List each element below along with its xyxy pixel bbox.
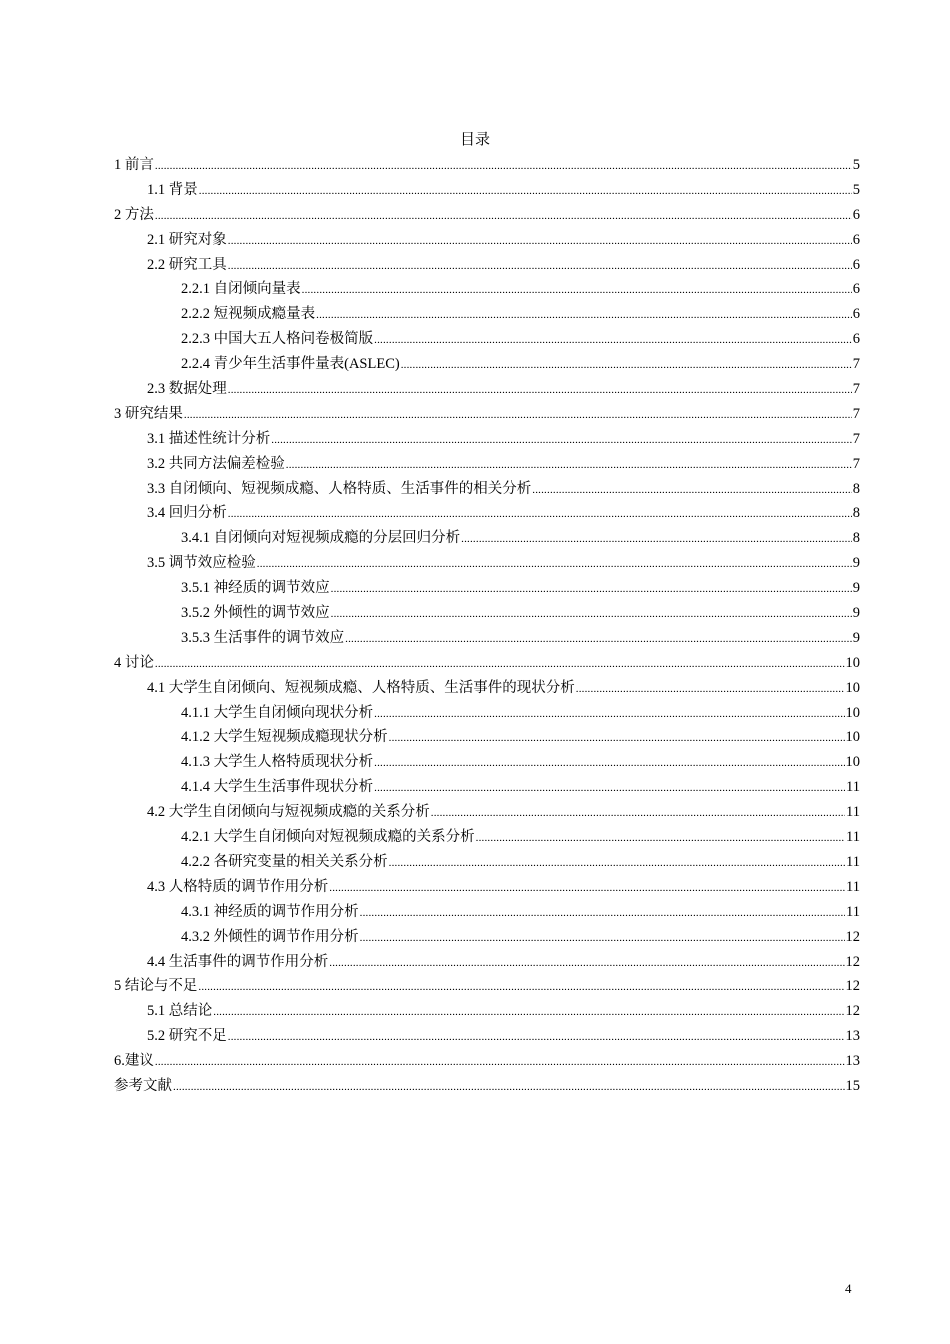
- toc-entry-label: 2.2.4 青少年生活事件量表(ASLEC): [181, 356, 400, 373]
- toc-entry[interactable]: [114, 427, 860, 452]
- toc-entry[interactable]: [114, 551, 860, 576]
- toc-entry[interactable]: [114, 601, 860, 626]
- toc-entry[interactable]: [114, 1024, 860, 1049]
- toc-dot-leader: [331, 602, 852, 627]
- toc-entry-page: 9: [852, 580, 860, 597]
- toc-entry-page: 7: [852, 455, 860, 472]
- toc-dot-leader: [155, 204, 852, 229]
- page-number: 4: [845, 1281, 852, 1296]
- toc-entry[interactable]: [114, 253, 860, 278]
- toc-dot-leader: [329, 876, 845, 901]
- toc-dot-leader: [257, 552, 852, 577]
- toc-entry-label: 4.3.2 外倾性的调节作用分析: [181, 928, 359, 945]
- toc-dot-leader: [228, 229, 852, 254]
- toc-entry-page: 6: [852, 231, 860, 248]
- toc-entry[interactable]: [114, 676, 860, 701]
- toc-entry-label: 4.1 大学生自闭倾向、短视频成瘾、人格特质、生活事件的现状分析: [147, 679, 575, 696]
- toc-entry-page: 11: [846, 853, 860, 870]
- toc-dot-leader: [329, 951, 844, 976]
- toc-entry[interactable]: [114, 750, 860, 775]
- toc-entry[interactable]: [114, 203, 860, 228]
- toc-entry[interactable]: [114, 701, 860, 726]
- toc-entry[interactable]: [114, 352, 860, 377]
- toc-entry-page: 6: [852, 206, 860, 223]
- toc-entry-label: 2.1 研究对象: [147, 231, 227, 248]
- toc-dot-leader: [576, 677, 845, 702]
- toc-entry-page: 10: [845, 679, 860, 696]
- toc-entry-label: 4.3.1 神经质的调节作用分析: [181, 903, 359, 920]
- toc-dot-leader: [461, 527, 852, 552]
- toc-dot-leader: [389, 726, 845, 751]
- toc-entry-page: 11: [846, 779, 860, 796]
- toc-entry[interactable]: [114, 402, 860, 427]
- toc-entry-page: 10: [845, 729, 860, 746]
- toc-entry[interactable]: [114, 875, 860, 900]
- toc-entry[interactable]: [114, 999, 860, 1024]
- toc-dot-leader: [389, 851, 845, 876]
- toc-entry-page: 10: [845, 754, 860, 771]
- toc-entry[interactable]: [114, 302, 860, 327]
- toc-entry[interactable]: [114, 974, 860, 999]
- toc-entry[interactable]: [114, 800, 860, 825]
- toc-dot-leader: [476, 826, 845, 851]
- toc-entry-page: 11: [846, 804, 860, 821]
- toc-dot-leader: [228, 378, 852, 403]
- toc-dot-leader: [374, 328, 852, 353]
- toc-entry-page: 6: [852, 256, 860, 273]
- toc-dot-leader: [360, 926, 845, 951]
- toc-entry[interactable]: [114, 725, 860, 750]
- toc-dot-leader: [286, 453, 852, 478]
- toc-entry-page: 15: [845, 1077, 860, 1094]
- toc-entry-page: 9: [852, 629, 860, 646]
- toc-entry-page: 7: [852, 381, 860, 398]
- toc-entry-page: 8: [852, 505, 860, 522]
- toc-entry-label: 1 前言: [114, 157, 154, 173]
- toc-entry-label: 5.1 总结论: [147, 1003, 213, 1020]
- toc-entry-label: 2.2.2 短视频成瘾量表: [181, 306, 316, 323]
- toc-entry-label: 6.建议: [114, 1053, 154, 1070]
- toc-entry-page: 13: [845, 1053, 860, 1070]
- toc-entry-label: 5 结论与不足: [114, 978, 198, 995]
- toc-entry-page: 12: [845, 928, 860, 945]
- toc-dot-leader: [316, 303, 852, 328]
- toc-entry[interactable]: [114, 1074, 860, 1099]
- toc-entry[interactable]: [114, 477, 860, 502]
- toc-entry-page: 12: [845, 978, 860, 995]
- toc-title: 目录: [459, 132, 490, 148]
- toc-entry-page: 12: [845, 1003, 860, 1020]
- toc-entry-page: 11: [846, 878, 860, 895]
- toc-entry[interactable]: [114, 900, 860, 925]
- toc-entry-page: 8: [852, 480, 860, 497]
- toc-entry[interactable]: [114, 775, 860, 800]
- toc-entry-label: 2.3 数据处理: [147, 381, 227, 398]
- toc-entry-label: 5.2 研究不足: [147, 1028, 227, 1045]
- toc-entry[interactable]: [114, 178, 860, 203]
- toc-dot-leader: [401, 353, 852, 378]
- toc-dot-leader: [213, 1000, 844, 1025]
- toc-dot-leader: [532, 478, 852, 503]
- toc-entry-label: 3 研究结果: [114, 405, 183, 422]
- toc-dot-leader: [199, 179, 852, 204]
- toc-entry-page: 10: [845, 704, 860, 721]
- toc-entry-label: 3.2 共同方法偏差检验: [147, 455, 285, 472]
- toc-dot-leader: [345, 627, 852, 652]
- toc-entry-label: 3.3 自闭倾向、短视频成瘾、人格特质、生活事件的相关分析: [147, 480, 532, 497]
- toc-entry-page: 6: [852, 281, 860, 298]
- toc-dot-leader: [374, 702, 844, 727]
- toc-entry-label: 3.5.3 生活事件的调节效应: [181, 629, 345, 646]
- toc-entry-page: 5: [852, 157, 860, 173]
- toc-dot-leader: [228, 1025, 845, 1050]
- toc-entry-label: 4.1.2 大学生短视频成瘾现状分析: [181, 729, 388, 746]
- toc-entry-label: 4.2.1 大学生自闭倾向对短视频成瘾的关系分析: [181, 829, 475, 846]
- toc-dot-leader: [155, 154, 852, 179]
- toc-dot-leader: [374, 776, 845, 801]
- toc-entry-page: 6: [852, 331, 860, 348]
- toc-entry-page: 7: [852, 430, 860, 447]
- toc-entry[interactable]: [114, 153, 860, 178]
- toc-entry-page: 10: [845, 654, 860, 671]
- toc-entry-page: 11: [846, 903, 860, 920]
- toc-entry-label: 2.2.1 自闭倾向量表: [181, 281, 301, 298]
- toc-entry-page: 6: [852, 306, 860, 323]
- toc-entry[interactable]: [114, 277, 860, 302]
- toc-entry-label: 4.1.4 大学生生活事件现状分析: [181, 779, 374, 796]
- toc-entry[interactable]: [114, 452, 860, 477]
- toc-entry-label: 3.5.1 神经质的调节效应: [181, 580, 330, 597]
- toc-dot-leader: [331, 577, 852, 602]
- toc-entry-label: 4 讨论: [114, 654, 154, 671]
- toc-dot-leader: [184, 403, 852, 428]
- table-of-contents: [114, 153, 860, 1099]
- toc-entry-page: 8: [852, 530, 860, 547]
- toc-entry-label: 3.5.2 外倾性的调节效应: [181, 605, 330, 622]
- toc-dot-leader: [173, 1075, 845, 1100]
- toc-entry-label: 4.2.2 各研究变量的相关关系分析: [181, 853, 388, 870]
- toc-dot-leader: [228, 502, 852, 527]
- toc-entry[interactable]: [114, 1049, 860, 1074]
- toc-entry[interactable]: [114, 228, 860, 253]
- toc-entry-label: 3.1 描述性统计分析: [147, 430, 271, 447]
- toc-entry-page: 7: [852, 356, 860, 373]
- toc-entry-page: 12: [845, 953, 860, 970]
- toc-entry[interactable]: [114, 651, 860, 676]
- toc-entry[interactable]: [114, 526, 860, 551]
- toc-entry-page: 11: [846, 829, 860, 846]
- toc-entry-page: 9: [852, 605, 860, 622]
- toc-dot-leader: [360, 901, 845, 926]
- toc-entry-label: 4.4 生活事件的调节作用分析: [147, 953, 329, 970]
- toc-entry-label: 3.5 调节效应检验: [147, 555, 256, 572]
- toc-dot-leader: [302, 278, 852, 303]
- toc-entry[interactable]: [114, 925, 860, 950]
- toc-entry[interactable]: [114, 377, 860, 402]
- toc-entry-label: 3.4.1 自闭倾向对短视频成瘾的分层回归分析: [181, 530, 461, 547]
- toc-entry-page: 13: [845, 1028, 860, 1045]
- toc-entry[interactable]: [114, 576, 860, 601]
- toc-entry-label: 2 方法: [114, 206, 154, 223]
- toc-entry-page: 7: [852, 405, 860, 422]
- toc-entry-label: 参考文献: [114, 1077, 172, 1094]
- toc-entry[interactable]: [114, 501, 860, 526]
- toc-entry-label: 4.3 人格特质的调节作用分析: [147, 878, 329, 895]
- toc-entry-label: 4.2 大学生自闭倾向与短视频成瘾的关系分析: [147, 804, 430, 821]
- toc-entry-label: 2.2 研究工具: [147, 256, 227, 273]
- toc-dot-leader: [155, 652, 845, 677]
- toc-dot-leader: [198, 975, 844, 1000]
- toc-dot-leader: [431, 801, 845, 826]
- toc-entry-page: 5: [852, 181, 860, 198]
- toc-entry-label: 4.1.3 大学生人格特质现状分析: [181, 754, 374, 771]
- toc-entry-label: 3.4 回归分析: [147, 505, 227, 522]
- toc-entry[interactable]: [114, 327, 860, 352]
- toc-entry-page: 9: [852, 555, 860, 572]
- toc-entry[interactable]: [114, 850, 860, 875]
- toc-dot-leader: [155, 1050, 845, 1075]
- toc-dot-leader: [374, 751, 844, 776]
- toc-entry[interactable]: [114, 626, 860, 651]
- toc-entry-label: 2.2.3 中国大五人格问卷极简版: [181, 331, 374, 348]
- toc-dot-leader: [271, 428, 852, 453]
- toc-entry[interactable]: [114, 950, 860, 975]
- toc-entry[interactable]: [114, 825, 860, 850]
- toc-entry-label: 1.1 背景: [147, 181, 198, 198]
- toc-dot-leader: [228, 254, 852, 279]
- toc-entry-label: 4.1.1 大学生自闭倾向现状分析: [181, 704, 374, 721]
